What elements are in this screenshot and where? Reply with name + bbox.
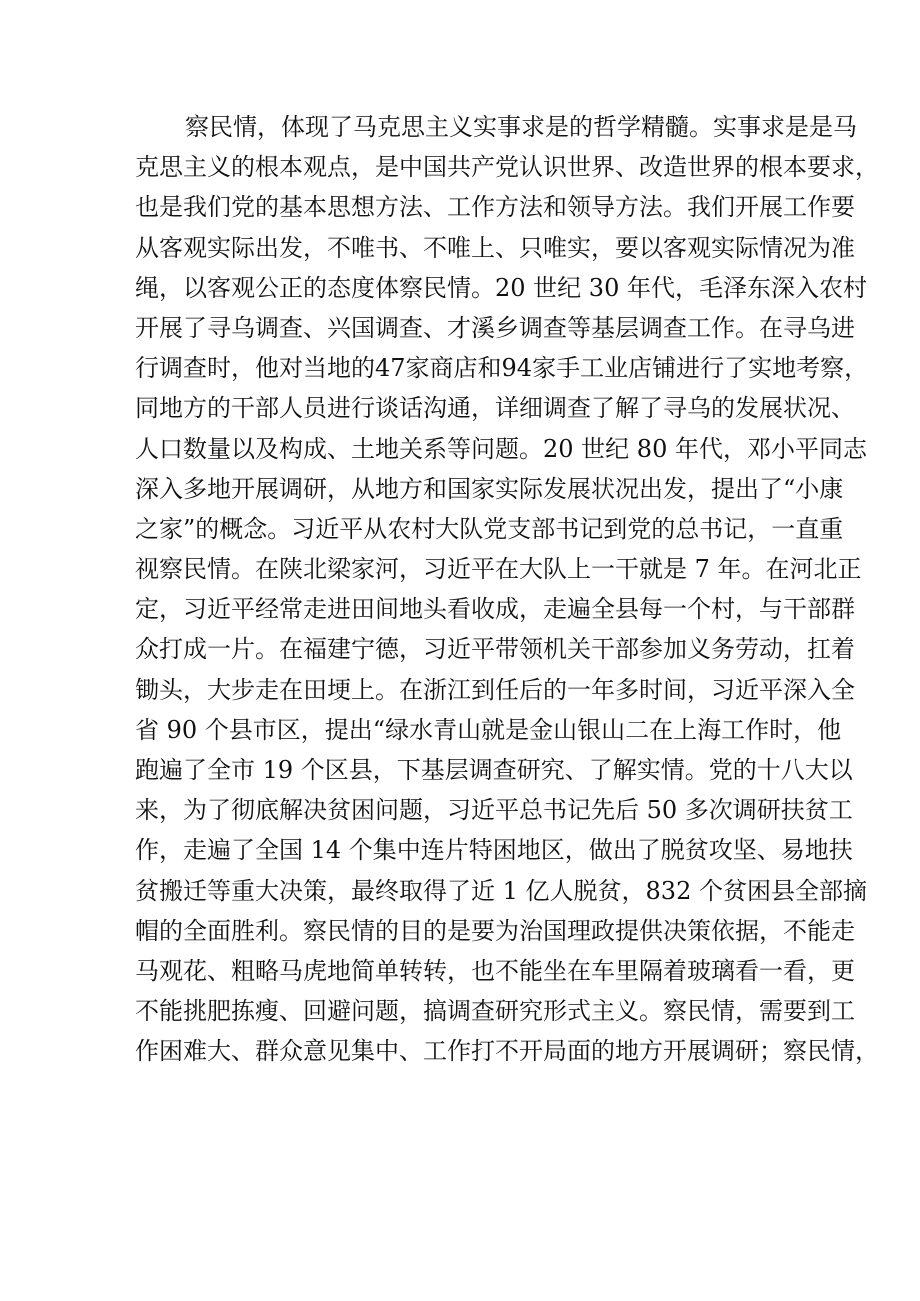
text-line: 行调查时，他对当地的47家商店和94家手工业店铺进行了实地考察， [135, 354, 869, 383]
text-line: 来，为了彻底解决贫困问题，习近平总书记先后 50 多次调研扶贫工 [135, 796, 853, 825]
text-line: 察民情，体现了马克思主义实事求是的哲学精髓。实事求是是马 [185, 113, 857, 141]
text-line: 从客观实际出发，不唯书、不唯上、只唯实，要以客观实际情况为准 [135, 233, 855, 262]
text-line: 人口数量以及构成、土地关系等问题。20 世纪 80 年代，邓小平同志 [135, 434, 867, 463]
text-line: 帽的全面胜利。察民情的目的是要为治国理政提供决策依据，不能走 [135, 916, 855, 945]
text-line: 深入多地开展调研，从地方和国家实际发展状况出发，提出了“小康 [135, 474, 844, 503]
text-line: 也是我们党的基本思想方法、工作方法和领导方法。我们开展工作要 [135, 193, 855, 222]
text-line: 视察民情。在陕北梁家河，习近平在大队上一干就是 7 年。在河北正 [135, 555, 862, 584]
text-line: 克思主义的根本观点，是中国共产党认识世界、改造世界的根本要求， [135, 153, 879, 182]
text-line: 开展了寻乌调查、兴国调查、才溪乡调查等基层调查工作。在寻乌进 [135, 313, 855, 342]
text-line: 锄头，大步走在田埂上。在浙江到任后的一年多时间，习近平深入全 [135, 675, 855, 704]
text-line: 定，习近平经常走进田间地头看收成，走遍全县每一个村，与干部群 [135, 595, 855, 624]
text-line: 跑遍了全市 19 个区县，下基层调查研究、了解实情。党的十八大以 [135, 756, 853, 784]
text-line: 作困难大、群众意见集中、工作打不开局面的地方开展调研；察民情， [135, 1037, 879, 1066]
text-line: 作，走遍了全国 14 个集中连片特困地区，做出了脱贫攻坚、易地扶 [135, 836, 853, 865]
text-line: 马观花、粗略马虎地简单转转，也不能坐在车里隔着玻璃看一看，更 [135, 956, 855, 985]
text-line: 之家”的概念。习近平从农村大队党支部书记到党的总书记，一直重 [135, 514, 844, 543]
text-line: 贫搬迁等重大决策，最终取得了近 1 亿人脱贫，832 个贫困县全部摘 [135, 876, 867, 905]
body-paragraph [135, 107, 879, 1072]
text-line: 众打成一片。在福建宁德，习近平带领机关干部参加义务劳动，扛着 [135, 635, 855, 664]
text-line: 省 90 个县市区，提出“绿水青山就是金山银山二在上海工作时，他 [135, 715, 842, 744]
text-line: 不能挑肥拣瘦、回避问题，搞调查研究形式主义。察民情，需要到工 [135, 997, 855, 1026]
text-line: 绳，以客观公正的态度体察民情。20 世纪 30 年代，毛泽东深入农村 [135, 273, 867, 302]
text-line: 同地方的干部人员进行谈话沟通，详细调查了解了寻乌的发展状况、 [135, 394, 855, 423]
